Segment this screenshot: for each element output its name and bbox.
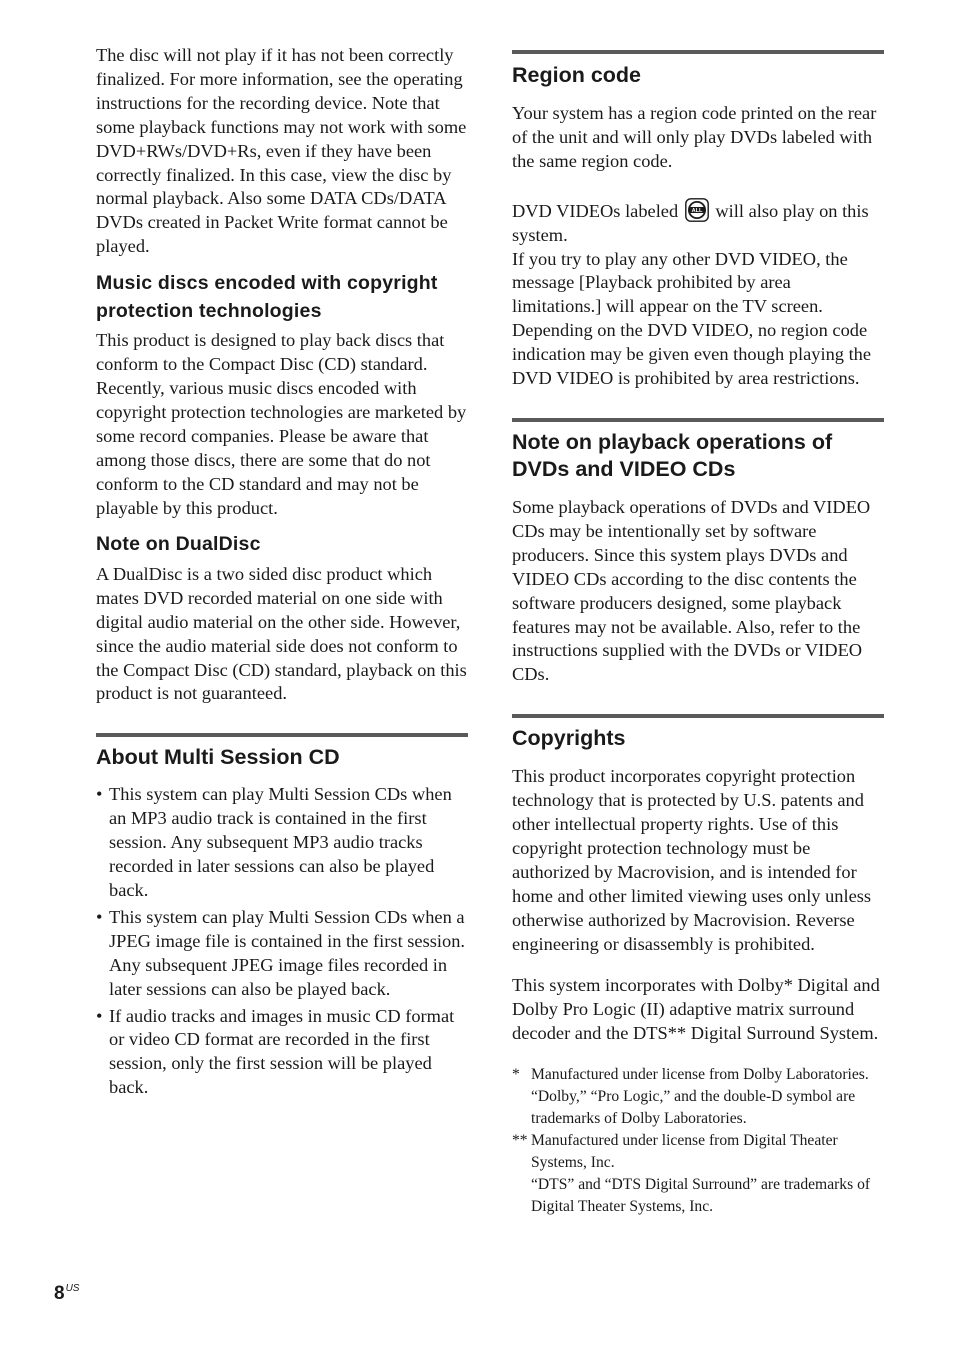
- region-prohibited-paragraph: If you try to play any other DVD VIDEO, the message [Playback prohibited by area limitations.] will appear on the TV screen. Depending on the DVD VIDEO, no region code indication may be given even though playing the DVD VIDEO is prohibited by area restrictions.: [512, 248, 872, 389]
- page-number: [54, 1283, 79, 1305]
- section-rule: [512, 50, 884, 54]
- left-column: [96, 0, 468, 1100]
- section-rule: [96, 733, 468, 737]
- page-number-suffix: US: [65, 1283, 80, 1294]
- footnote-mark: *: [512, 1066, 520, 1084]
- list-item-text: This system can play Multi Session CDs when a JPEG image file is contained in the first session. Any subsequent JPEG image files recorded in later sessions can also be played back.: [109, 906, 466, 999]
- copyrights-heading: Copyrights: [512, 726, 626, 751]
- footnote-dolby: [512, 1064, 884, 1130]
- bullet-mark: •: [96, 1005, 103, 1026]
- list-item-text: If audio tracks and images in music CD format or video CD format are recorded in the first session, only the first session will be played back.: [109, 1005, 455, 1098]
- region-all-label: ALL: [691, 207, 703, 214]
- dolby-dts-paragraph: This system incorporates with Dolby* Digital and Dolby Pro Logic (II) adaptive matrix surround decoder and the DTS** Digital Surround System.: [512, 975, 880, 1044]
- footnote-dts: [512, 1130, 884, 1218]
- region-all-text-after: will also play on this system.: [512, 200, 869, 245]
- region-all-icon: [685, 198, 709, 222]
- footnote-line: “Dolby,” “Pro Logic,” and the double-D symbol are trademarks of Dolby Laboratories.: [531, 1088, 856, 1127]
- multisession-list: [96, 783, 468, 1100]
- section-rule: [512, 714, 884, 718]
- region-code-paragraph: Your system has a region code printed on the rear of the unit and will only play DVDs labeled with the same region code.: [512, 103, 877, 171]
- region-all-text-before: DVD VIDEOs labeled: [512, 200, 679, 221]
- footnote-line: “DTS” and “DTS Digital Surround” are trademarks of Digital Theater Systems, Inc.: [531, 1175, 871, 1215]
- list-item: [96, 906, 468, 1002]
- right-column: [512, 0, 884, 1218]
- copyrights-paragraph: This product incorporates copyright protection technology that is protected by U.S. patents and other intellectual property rights. Use of this copyright protection technology must be authorized by Macrovision, and is intended for home and other limited viewing uses only unless otherwise authorized by Macrovision. Reverse engineering or disassembly is prohibited.: [512, 766, 872, 954]
- page-number-value: 8: [54, 1283, 65, 1304]
- footnote-line: Manufactured under license from Digital Theater Systems, Inc.: [531, 1131, 838, 1171]
- dualdisc-paragraph: A DualDisc is a two sided disc product which mates DVD recorded material on one side with digital audio material on the other side. However, since the audio material side does not conform to the Compact Disc (CD) standard, playback on this product is not guaranteed.: [96, 563, 467, 704]
- list-item: [96, 1005, 468, 1101]
- bullet-mark: •: [96, 784, 103, 805]
- section-rule: [512, 418, 884, 422]
- region-all-paragraph: [512, 198, 884, 248]
- dualdisc-heading: Note on DualDisc: [96, 533, 261, 556]
- list-item: [96, 783, 468, 903]
- music-discs-paragraph: This product is designed to play back discs that conform to the Compact Disc (CD) standard. Recently, various music discs encoded with copyright protection technologies are marketed by some record companies. Please be aware that among those discs, there are some that do not conform to the CD standard and may not be playable by this product.: [96, 330, 467, 518]
- footnotes: [512, 1064, 884, 1217]
- region-code-heading: Region code: [512, 63, 642, 87]
- music-discs-heading: Music discs encoded with copyright protection technologies: [96, 272, 438, 322]
- footnote-line: Manufactured under license from Dolby Laboratories.: [531, 1066, 869, 1084]
- bullet-mark: •: [96, 906, 103, 927]
- list-item-text: This system can play Multi Session CDs when an MP3 audio track is contained in the first session. Any subsequent MP3 audio tracks recorded in later sessions can also be played back.: [109, 784, 452, 900]
- multisession-heading: About Multi Session CD: [96, 745, 340, 770]
- intro-paragraph: The disc will not play if it has not been correctly finalized. For more information, see the operating instructions for the recording device. Note that some playback functions may not work with some DVD+RWs/DVD+Rs, even if they have been correctly finalized. In this case, view the disc by normal playback. Also some DATA CDs/DATA DVDs created in Packet Write format cannot be played.: [96, 45, 467, 257]
- playback-heading: Note on playback operations of DVDs and VIDEO CDs: [512, 429, 833, 481]
- playback-paragraph: Some playback operations of DVDs and VIDEO CDs may be intentionally set by software producers. Since this system plays DVDs and VIDEO CDs according to the disc contents the software producers designed, some playback features may not be available. Also, refer to the instructions supplied with the DVDs or VIDEO CDs.: [512, 496, 871, 685]
- footnote-mark: **: [512, 1131, 528, 1149]
